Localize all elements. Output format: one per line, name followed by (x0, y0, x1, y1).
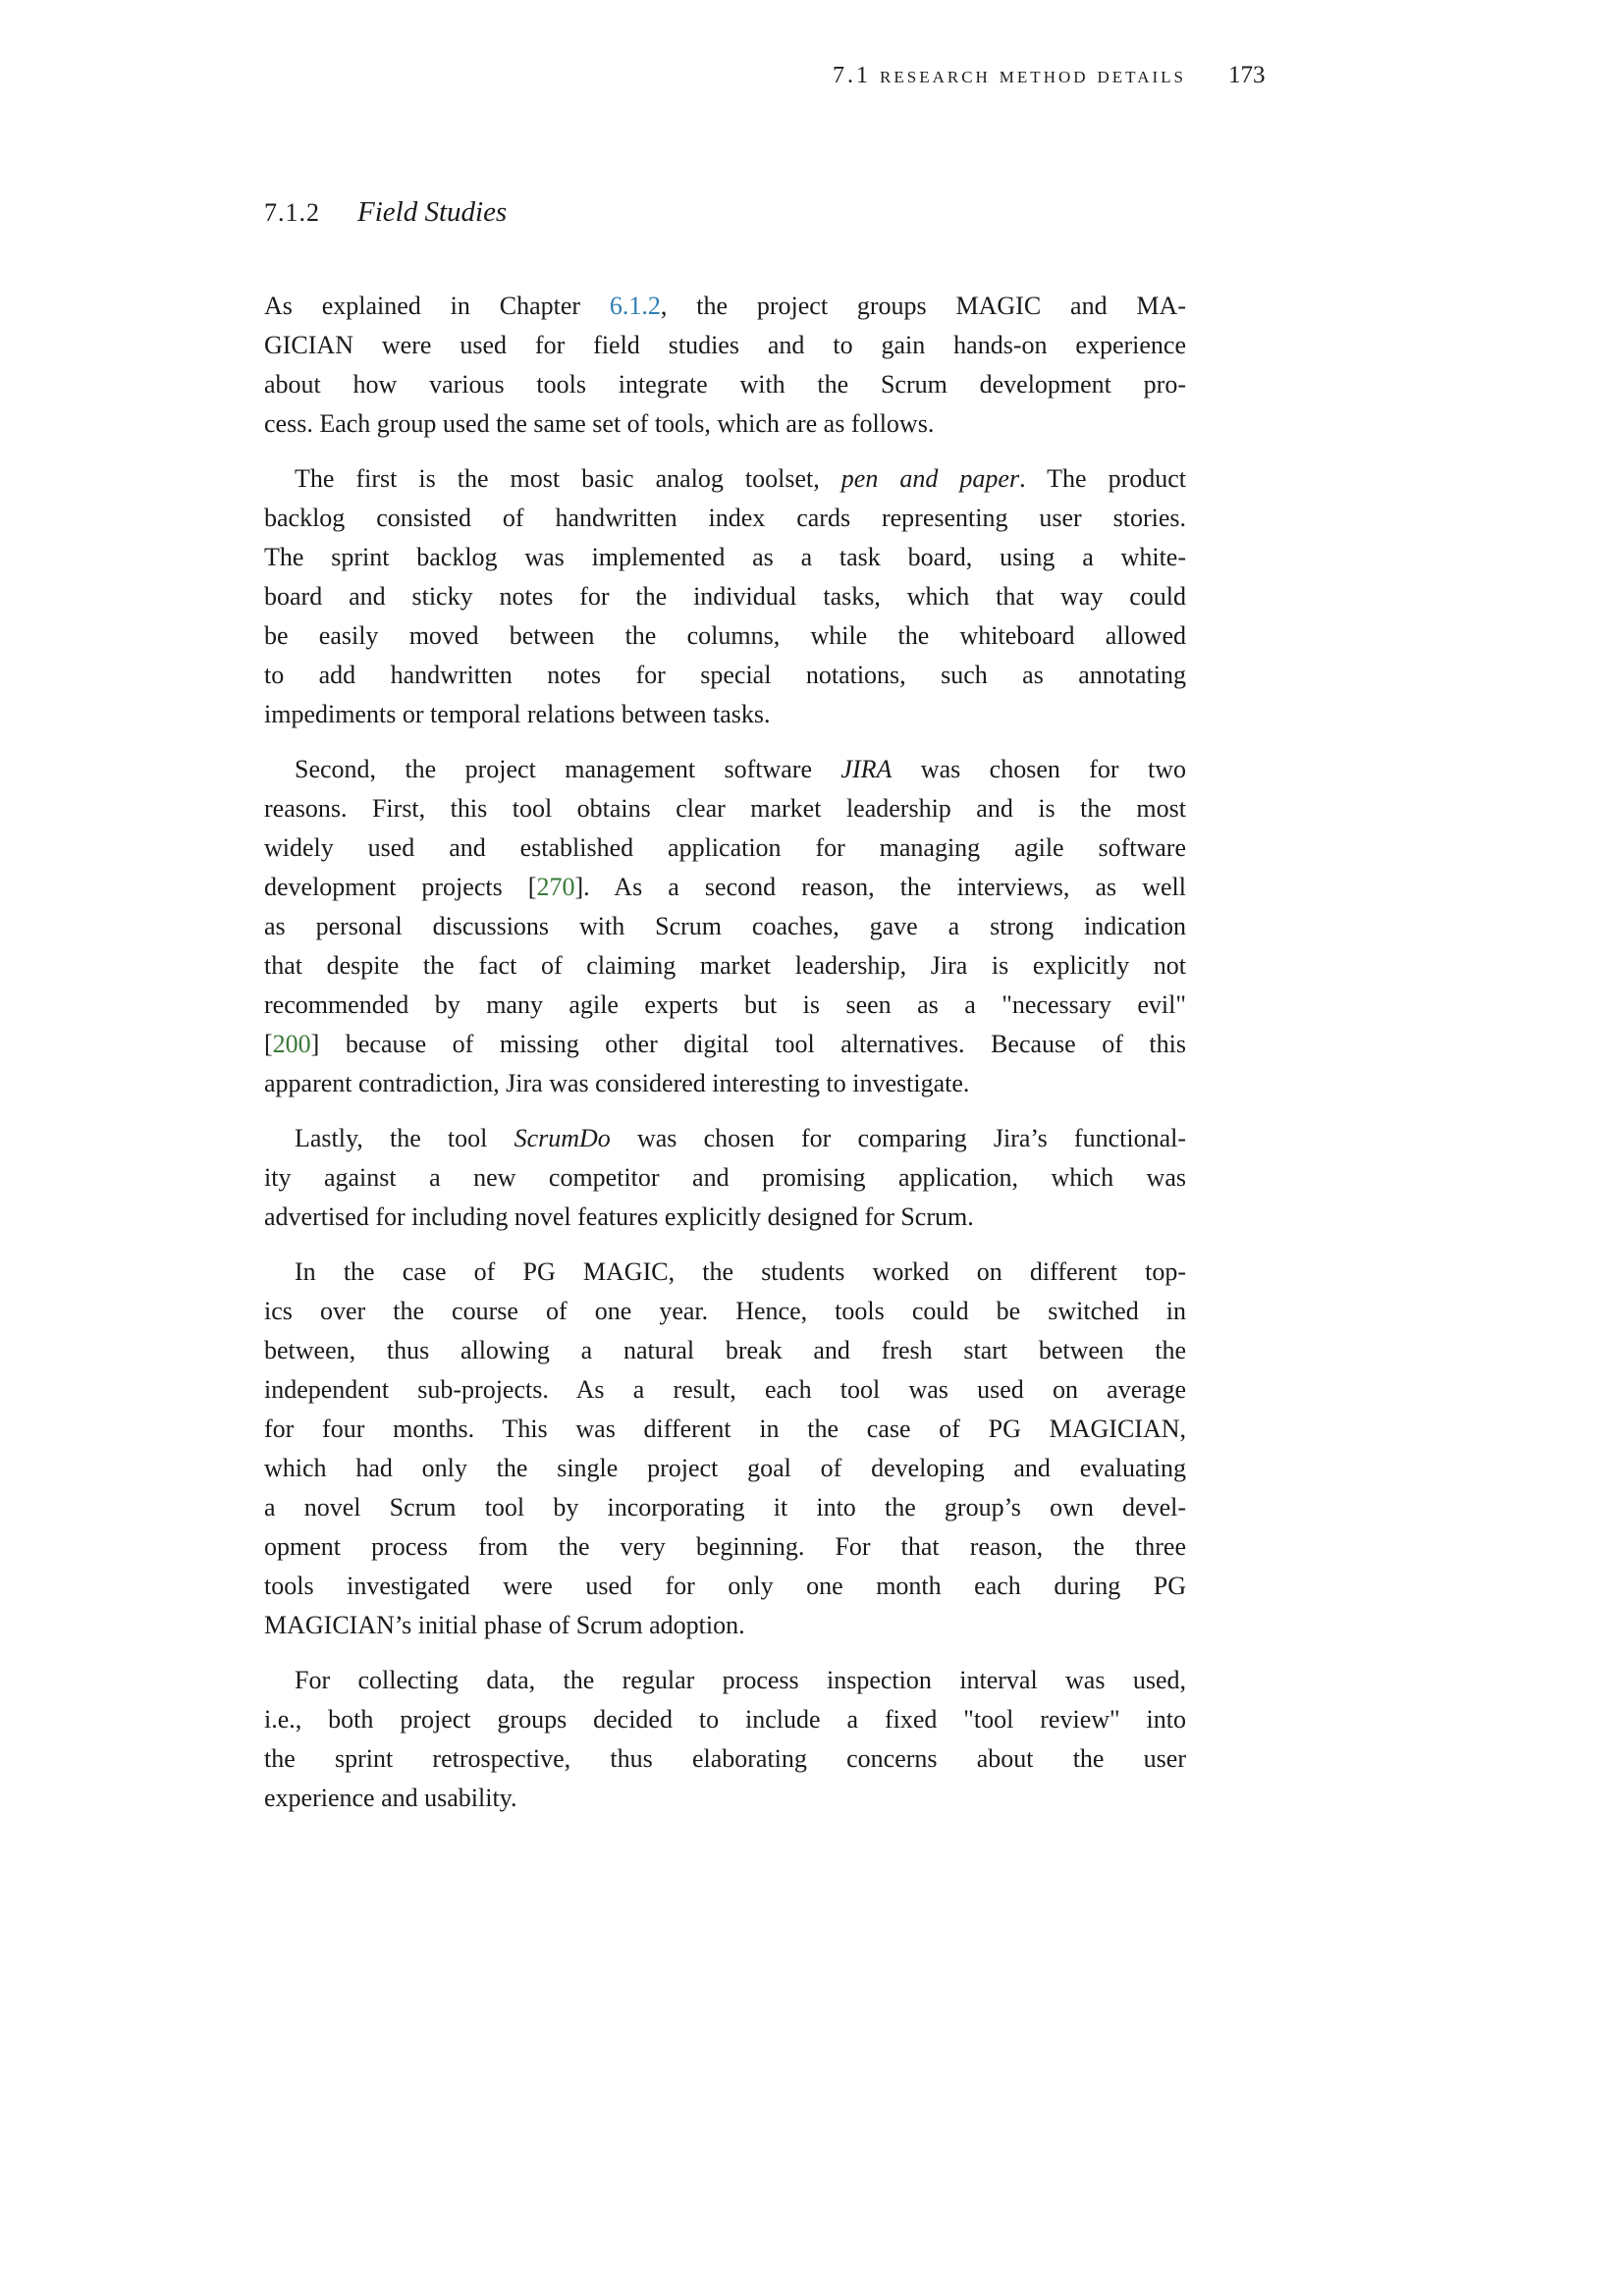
text-line (264, 1158, 1186, 1198)
paragraph (264, 1119, 1186, 1237)
text-line (264, 616, 1186, 656)
text-segment: to add handwritten notes for special notations, such as annotating (264, 661, 1186, 689)
text-line (264, 499, 1186, 538)
text-line (264, 1700, 1186, 1739)
italic-text: ScrumDo (514, 1124, 611, 1152)
text-segment: ] because of missing other digital tool alternatives. Because of this (310, 1030, 1186, 1058)
section-number: 7.1.2 (264, 198, 320, 227)
paragraph (264, 1253, 1186, 1645)
text-segment: reasons. First, this tool obtains clear market leadership and is the most (264, 794, 1186, 823)
section-title: Field Studies (357, 196, 508, 228)
paragraph (264, 1661, 1186, 1818)
text-segment: experience and usability. (264, 1784, 517, 1812)
text-line (264, 404, 1186, 444)
text-segment: ity against a new competitor and promising application, which was (264, 1163, 1186, 1192)
page-number: 173 (1228, 62, 1266, 88)
text-segment: [ (264, 1030, 273, 1058)
text-segment: For collecting data, the regular process inspection interval was used, (295, 1666, 1186, 1694)
text-segment: GICIAN were used for field studies and to gain hands-on experience (264, 331, 1186, 359)
citation-link[interactable]: 200 (272, 1030, 311, 1058)
text-line (264, 538, 1186, 577)
text-line (264, 1527, 1186, 1567)
text-line (264, 1739, 1186, 1779)
text-line (264, 986, 1186, 1025)
text-line (264, 1064, 1186, 1103)
text-segment: impediments or temporal relations between tasks. (264, 700, 771, 728)
text-segment: that despite the fact of claiming market leadership, Jira is explicitly not (264, 951, 1186, 980)
text-line (264, 1292, 1186, 1331)
text-segment: i.e., both project groups decided to include a fixed "tool review" into (264, 1705, 1186, 1734)
text-segment: board and sticky notes for the individual tasks, which that way could (264, 582, 1186, 611)
text-line (264, 1370, 1186, 1410)
text-segment: widely used and established application for managing agile software (264, 833, 1186, 862)
text-line (264, 750, 1186, 789)
text-segment: In the case of PG MAGIC, the students worked on different top- (295, 1257, 1186, 1286)
text-line (264, 287, 1186, 326)
text-line (264, 907, 1186, 946)
text-segment: the sprint retrospective, thus elaborating concerns about the user (264, 1744, 1186, 1773)
text-segment: Second, the project management software (295, 755, 841, 783)
text-line (264, 789, 1186, 828)
text-segment: about how various tools integrate with the Scrum development pro- (264, 370, 1186, 399)
text-line (264, 577, 1186, 616)
paragraph (264, 459, 1186, 734)
text-segment: advertised for including novel features explicitly designed for Scrum. (264, 1202, 974, 1231)
text-segment: . The product (1019, 464, 1186, 493)
text-line (264, 656, 1186, 695)
text-line (264, 459, 1186, 499)
text-segment: tools investigated were used for only one month each during PG (264, 1572, 1186, 1600)
text-segment: ]. As a second reason, the interviews, as well (574, 873, 1186, 901)
text-segment: was chosen for two (892, 755, 1186, 783)
running-header: 7.1 research method details (833, 63, 1186, 88)
text-line (264, 365, 1186, 404)
text-segment: ics over the course of one year. Hence, tools could be switched in (264, 1297, 1186, 1325)
text-line (264, 1488, 1186, 1527)
text-line (264, 1025, 1186, 1064)
text-line (264, 828, 1186, 868)
text-segment: recommended by many agile experts but is seen as a "necessary evil" (264, 990, 1186, 1019)
body-text (264, 287, 1186, 1834)
citation-link[interactable]: 270 (536, 873, 575, 901)
text-line (264, 1606, 1186, 1645)
chapter-ref-link[interactable]: 6.1.2 (609, 292, 661, 320)
text-segment: As explained in Chapter (264, 292, 610, 320)
text-segment: be easily moved between the columns, while the whiteboard allowed (264, 621, 1186, 650)
text-line (264, 1253, 1186, 1292)
text-segment: which had only the single project goal of developing and evaluating (264, 1454, 1186, 1482)
section-heading (264, 196, 1186, 229)
text-line (264, 1119, 1186, 1158)
text-line (264, 946, 1186, 986)
italic-text: JIRA (840, 755, 893, 783)
text-segment: for four months. This was different in the case of PG MAGICIAN, (264, 1415, 1186, 1443)
paragraph (264, 750, 1186, 1103)
text-segment: was chosen for comparing Jira’s functional- (610, 1124, 1186, 1152)
text-segment: The sprint backlog was implemented as a task board, using a white- (264, 543, 1186, 571)
text-segment: a novel Scrum tool by incorporating it into the group’s own devel- (264, 1493, 1186, 1522)
text-segment: backlog consisted of handwritten index cards representing user stories. (264, 504, 1186, 532)
text-segment: cess. Each group used the same set of tools, which are as follows. (264, 409, 935, 438)
text-line (264, 1661, 1186, 1700)
text-segment: between, thus allowing a natural break and fresh start between the (264, 1336, 1186, 1364)
text-line (264, 868, 1186, 907)
text-line (264, 1449, 1186, 1488)
text-line (264, 1567, 1186, 1606)
text-segment: The first is the most basic analog toolset, (295, 464, 841, 493)
text-segment: opment process from the very beginning. For that reason, the three (264, 1532, 1186, 1561)
text-segment: independent sub-projects. As a result, each tool was used on average (264, 1375, 1186, 1404)
paragraph (264, 287, 1186, 444)
text-line (264, 1779, 1186, 1818)
italic-text: pen and paper (840, 464, 1020, 493)
text-line (264, 1198, 1186, 1237)
text-segment: , the project groups MAGIC and MA- (660, 292, 1186, 320)
text-line (264, 1331, 1186, 1370)
text-segment: MAGICIAN’s initial phase of Scrum adoption. (264, 1611, 745, 1639)
text-segment: as personal discussions with Scrum coaches, gave a strong indication (264, 912, 1186, 940)
text-line (264, 326, 1186, 365)
text-segment: Lastly, the tool (295, 1124, 514, 1152)
text-segment: apparent contradiction, Jira was considered interesting to investigate. (264, 1069, 970, 1097)
text-line (264, 1410, 1186, 1449)
text-line (264, 695, 1186, 734)
text-segment: development projects [ (264, 873, 537, 901)
